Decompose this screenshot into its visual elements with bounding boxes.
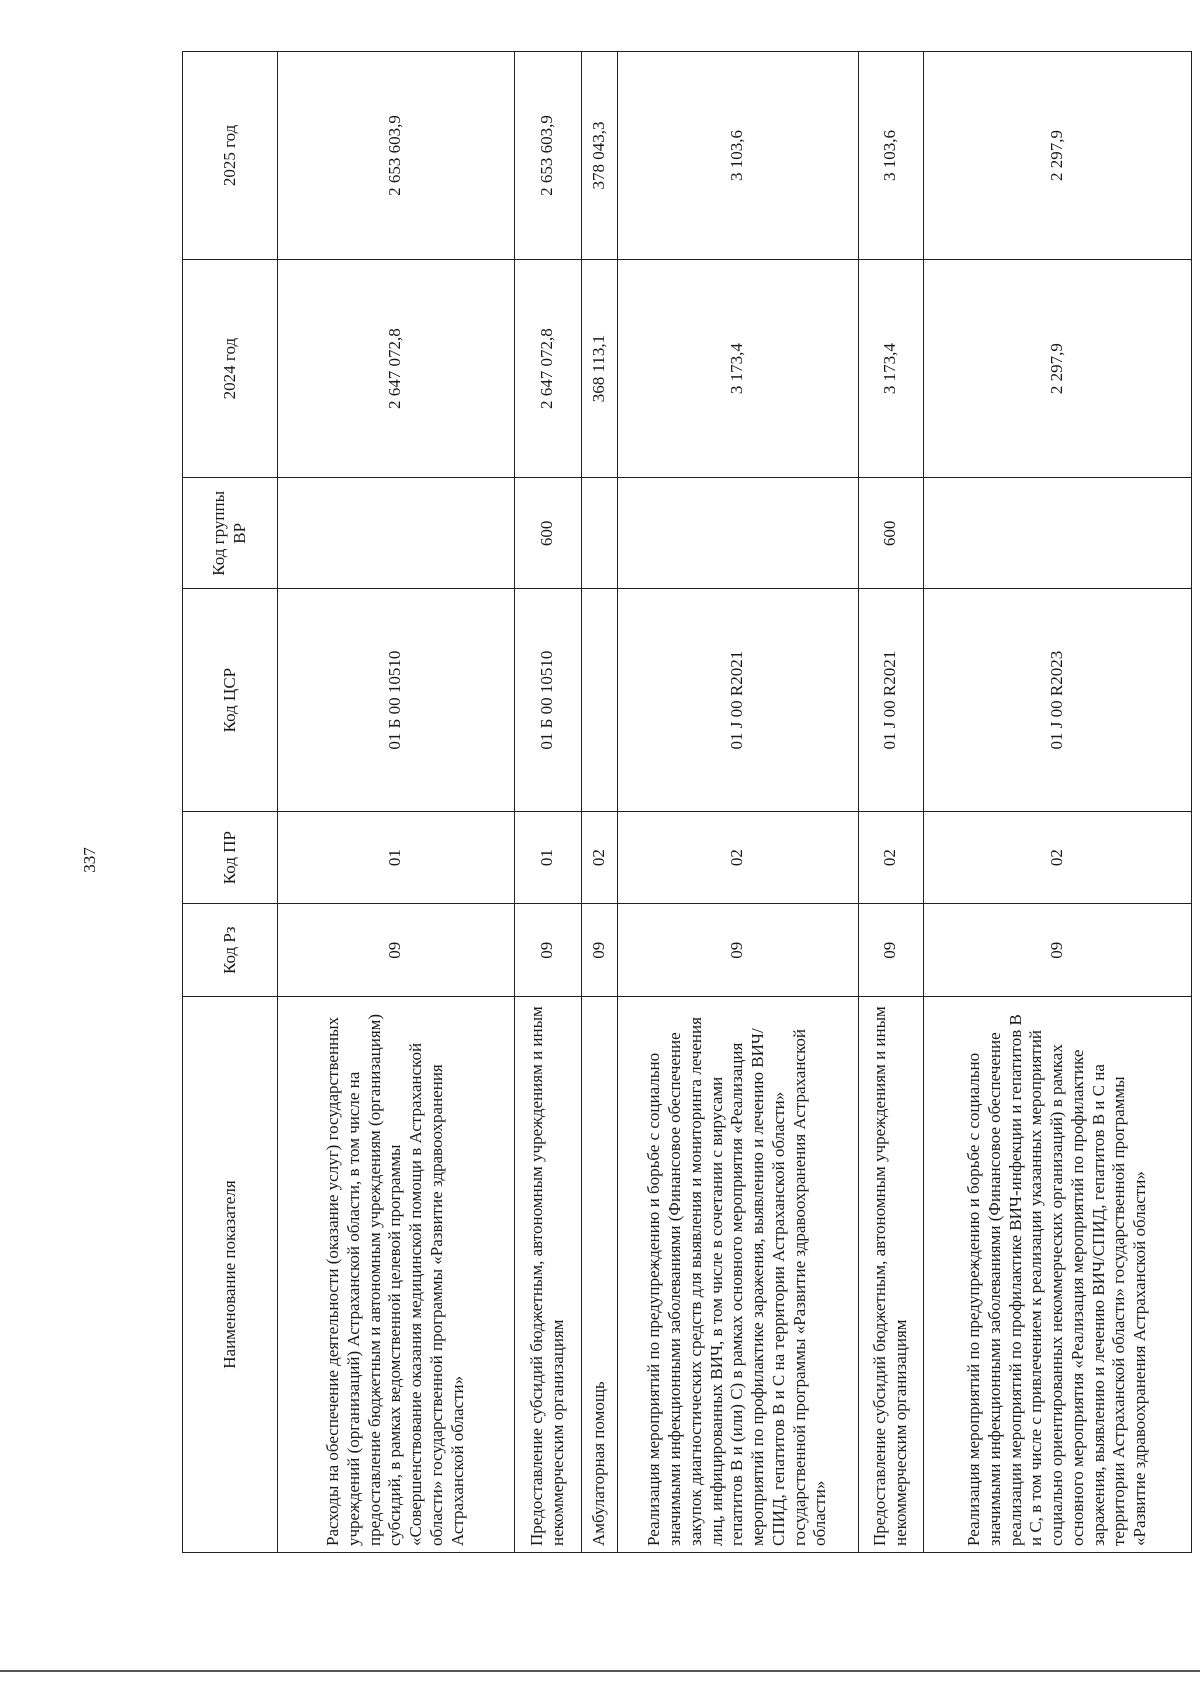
header-rz: Код Рз bbox=[183, 904, 278, 997]
header-csr: Код ЦСР bbox=[183, 589, 278, 811]
cell-name: Предоставление субсидий бюджетным, автономным учреждениям и иным некоммерческим организациям bbox=[858, 997, 923, 1553]
cell-csr: 01 Б 00 10510 bbox=[514, 589, 581, 811]
cell-2024: 3 173,4 bbox=[858, 259, 923, 477]
cell-2024: 2 647 072,8 bbox=[278, 259, 515, 477]
cell-csr: 01 J 00 R2023 bbox=[923, 589, 1191, 811]
cell-rz: 09 bbox=[617, 904, 858, 997]
cell-vr: 600 bbox=[858, 478, 923, 589]
cell-2024: 368 113,1 bbox=[581, 259, 617, 477]
cell-vr bbox=[581, 478, 617, 589]
cell-pr: 02 bbox=[923, 811, 1191, 904]
cell-csr: 01 J 00 R2021 bbox=[617, 589, 858, 811]
cell-csr: 01 Б 00 10510 bbox=[278, 589, 515, 811]
header-2025: 2025 год bbox=[183, 52, 278, 260]
cell-pr: 02 bbox=[617, 811, 858, 904]
cell-name: Расходы на обеспечение деятельности (оказание услуг) государственных учреждений (организаций) Астраханской области, в том числе на предоставление бюджетным и автономным учреждениям (организациям) субсидий, в рамках ведомственной целевой программы «Совершенствование оказания медицинской помощи в Астраханской области» государственной программы «Развитие здравоохранения Астраханской области» bbox=[278, 997, 515, 1553]
table-row bbox=[581, 52, 617, 1553]
cell-name: Амбулаторная помощь bbox=[581, 997, 617, 1553]
budget-table-container bbox=[182, 51, 1192, 1553]
cell-2025: 3 103,6 bbox=[617, 52, 858, 260]
scan-edge-line bbox=[0, 1670, 1200, 1672]
page-number: 337 bbox=[80, 847, 99, 873]
cell-2024: 3 173,4 bbox=[617, 259, 858, 477]
table-row bbox=[514, 52, 581, 1553]
cell-csr: 01 J 00 R2021 bbox=[858, 589, 923, 811]
cell-name: Предоставление субсидий бюджетным, автономным учреждениям и иным некоммерческим организациям bbox=[514, 997, 581, 1553]
cell-csr bbox=[581, 589, 617, 811]
cell-rz: 09 bbox=[923, 904, 1191, 997]
cell-pr: 02 bbox=[858, 811, 923, 904]
cell-2025: 2 653 603,9 bbox=[514, 52, 581, 260]
table-row bbox=[923, 52, 1191, 1553]
cell-2025: 2 653 603,9 bbox=[278, 52, 515, 260]
cell-name: Реализация мероприятий по предупреждению и борьбе с социально значимыми инфекционными заболеваниями (Финансовое обеспечение закупок диагностических средств для выявления и мониторинга лечения лиц, инфицированных ВИЧ, в том числе в сочетании с вирусами гепатитов В и (или) С) в рамках основного мероприятия «Реализация мероприятий по профилактике заражения, выявлению и лечению ВИЧ/СПИД, гепатитов В и С на территории Астраханской области» государственной программы «Развитие здравоохранения Астраханской области» bbox=[617, 997, 858, 1553]
cell-vr bbox=[617, 478, 858, 589]
cell-vr: 600 bbox=[514, 478, 581, 589]
cell-vr bbox=[278, 478, 515, 589]
table-row bbox=[278, 52, 515, 1553]
header-pr: Код ПР bbox=[183, 811, 278, 904]
cell-2024: 2 297,9 bbox=[923, 259, 1191, 477]
cell-name: Реализация мероприятий по предупреждению и борьбе с социально значимыми инфекционными заболеваниями (Финансовое обеспечение реализации мероприятий по профилактике ВИЧ-инфекции и гепатитов В и С, в том числе с привлечением к реализации указанных мероприятий социально ориентированных некоммерческих организаций) в рамках основного мероприятия «Реализация мероприятий по профилактике заражения, выявлению и лечению ВИЧ/СПИД, гепатитов В и С на территории Астраханской области» государственной программы «Развитие здравоохранения Астраханской области» bbox=[923, 997, 1191, 1553]
cell-rz: 09 bbox=[858, 904, 923, 997]
cell-pr: 01 bbox=[514, 811, 581, 904]
cell-vr bbox=[923, 478, 1191, 589]
header-name: Наименование показателя bbox=[183, 997, 278, 1553]
table-row bbox=[858, 52, 923, 1553]
budget-table bbox=[182, 51, 1192, 1553]
header-vr: Код группы ВР bbox=[183, 478, 278, 589]
table-header-row bbox=[183, 52, 278, 1553]
header-2024: 2024 год bbox=[183, 259, 278, 477]
cell-rz: 09 bbox=[581, 904, 617, 997]
cell-2025: 378 043,3 bbox=[581, 52, 617, 260]
cell-2025: 3 103,6 bbox=[858, 52, 923, 260]
cell-pr: 02 bbox=[581, 811, 617, 904]
cell-2025: 2 297,9 bbox=[923, 52, 1191, 260]
cell-rz: 09 bbox=[514, 904, 581, 997]
cell-2024: 2 647 072,8 bbox=[514, 259, 581, 477]
cell-pr: 01 bbox=[278, 811, 515, 904]
table-row bbox=[617, 52, 858, 1553]
cell-rz: 09 bbox=[278, 904, 515, 997]
